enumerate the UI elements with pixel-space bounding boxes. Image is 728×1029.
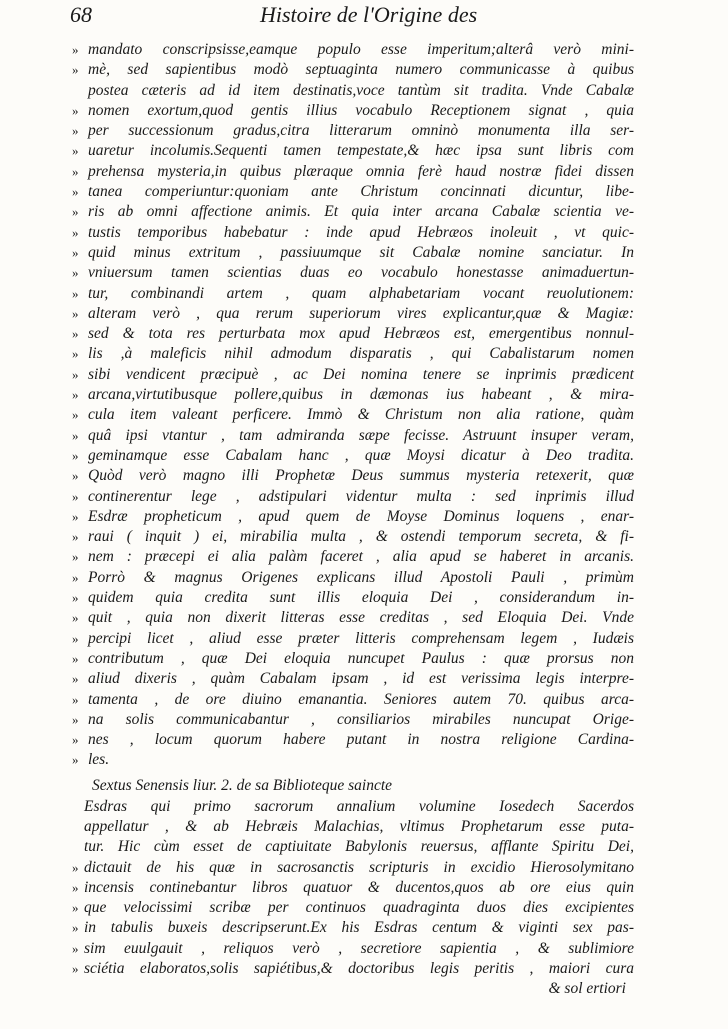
line-text: que velocissimi scribæ per continuos quadraginta duos dies excipientes [84, 899, 634, 917]
text-line [74, 898, 634, 918]
text-line [74, 649, 634, 669]
line-text: sim euulgauit , reliquos verò , secretiore sapientia , & sublimiore [84, 939, 634, 957]
text-line [74, 121, 634, 141]
text-line [74, 405, 634, 425]
line-text: na solis communicabantur , consiliarios mirabiles nuncupat Orige- [88, 710, 634, 728]
line-text: in tabulis buxeis descripserunt.Ex his Esdras centum & viginti sex pas- [84, 919, 634, 937]
quote-mark: » [72, 859, 79, 875]
quote-mark: » [72, 244, 79, 260]
line-text: quid minus extritum , passiuumque sit Cabalæ nomine sanciatur. In [88, 243, 634, 261]
quote-mark: » [72, 732, 79, 748]
quote-mark: » [72, 671, 79, 687]
line-text: appellatur , & ab Hebræis Malachias, vltimus Prophetarum esse puta- [84, 817, 634, 835]
quote-mark: » [72, 920, 79, 936]
quote-mark: » [72, 961, 79, 977]
quote-mark: » [72, 123, 79, 139]
line-text: nes , locum quorum habere putant in nostra religione Cardina- [88, 731, 634, 749]
line-text: tanea comperiuntur:quoniam ante Christum concinnati dicuntur, libe- [88, 183, 634, 201]
text-line [74, 750, 634, 770]
text-line [74, 81, 634, 101]
text-line [74, 730, 634, 750]
text-line [74, 858, 634, 878]
quote-mark: » [72, 285, 79, 301]
section-heading: Sextus Senensis liur. 2. de sa Biblioteque saincte [92, 776, 393, 794]
text-line [74, 446, 634, 466]
text-line [74, 385, 634, 405]
text-line [74, 608, 634, 628]
text-line [74, 547, 634, 567]
quote-mark: » [72, 711, 79, 727]
text-line [74, 162, 634, 182]
main-paragraph [74, 40, 634, 771]
quote-mark: » [72, 346, 79, 362]
line-text: les. [88, 751, 110, 769]
text-line [74, 817, 634, 837]
text-line [74, 959, 634, 979]
quote-mark: » [72, 184, 79, 200]
quote-mark: » [72, 407, 79, 423]
quote-mark: » [72, 62, 79, 78]
line-text: nem : præcepi ei alia palàm faceret , alia apud se haberet in arcanis. [88, 548, 634, 566]
line-text: quidem quia credita sunt illis eloquia Dei , considerandum in- [88, 589, 634, 607]
text-line [74, 365, 634, 385]
line-text: cula item valeant perficere. Immò & Christum non alia ratione, quàm [88, 406, 634, 424]
line-text: quâ ipsi vtantur , tam admiranda sæpe fecisse. Astruunt insuper veram, [88, 426, 634, 444]
quote-mark: » [72, 488, 79, 504]
quote-mark: » [72, 650, 79, 666]
line-text: mè, sed sapientibus modò septuaginta numero communicasse à quibus [88, 61, 634, 79]
quote-mark: » [72, 691, 79, 707]
text-line [74, 690, 634, 710]
line-text: lis ,à maleficis nihil admodum disparatis , qui Cabalistarum nomen [88, 345, 634, 363]
quote-mark: » [72, 752, 79, 768]
line-text: tustis temporibus habebatur : inde apud Hebræos inoleuit , vt quic- [88, 223, 634, 241]
quote-mark: » [72, 900, 79, 916]
line-text: vniuersum tamen scientias duas eo vocabulo honestasse animaduertun- [88, 264, 634, 282]
line-text: sed & tota res perturbata mox apud Hebræos est, emergentibus nonnul- [88, 325, 634, 343]
quote-mark: » [72, 447, 79, 463]
quote-mark: » [72, 204, 79, 220]
section-paragraph [74, 797, 634, 980]
text-line [74, 40, 634, 60]
quote-mark: » [72, 427, 79, 443]
text-line [74, 568, 634, 588]
text-line [74, 669, 634, 689]
quote-mark: » [72, 102, 79, 118]
line-text: postea cæteris ad id item destinatis,voce tantùm sit tradita. Vnde Cabalæ [88, 81, 634, 99]
quote-mark: » [72, 468, 79, 484]
line-text: incensis continebantur libros quatuor & ducentos,quos ab ore eius quin [84, 878, 634, 896]
quote-mark: » [72, 326, 79, 342]
line-text: raui ( inquit ) ei, mirabilia multa , & ostendi temporum secreta, & fi- [88, 528, 634, 546]
line-text: nomen exortum,quod gentis illius vocabulo Receptionem signat , quia [88, 101, 634, 119]
text-line [74, 304, 634, 324]
quote-mark: » [72, 529, 79, 545]
line-text: tur. Hic cùm esset de captiuitate Babylonis reuersus, afflante Spiritu Dei, [84, 838, 634, 856]
page-body [74, 40, 634, 1000]
text-line [74, 918, 634, 938]
line-text: dictauit de his quæ in sacrosanctis scripturis in excidio Hierosolymitano [84, 858, 634, 876]
quote-mark: » [72, 610, 79, 626]
line-text: aliud dixeris , quàm Cabalam ipsam , id est verissima legis interpre- [88, 670, 634, 688]
line-text: mandato conscripsisse,eamque populo esse imperitum;alterâ verò mini- [88, 41, 634, 58]
line-text: Porrò & magnus Origenes explicans illud Apostoli Pauli , primùm [88, 568, 634, 586]
line-text: Esdras qui primo sacrorum annalium volumine Iosedech Sacerdos [84, 797, 634, 815]
quote-mark: » [72, 508, 79, 524]
text-line [74, 223, 634, 243]
quote-mark: » [72, 940, 79, 956]
quote-mark: » [72, 387, 79, 403]
line-text: per successionum gradus,citra litterarum omninò monumenta illa ser- [88, 122, 634, 140]
line-text: tamenta , de ore diuino emanantia. Seniores autem 70. quibus arca- [88, 690, 634, 708]
text-line [74, 141, 634, 161]
line-text: geminamque esse Cabalam hanc , quæ Moysi dicatur à Deo tradita. [88, 446, 634, 464]
quote-mark: » [72, 569, 79, 585]
text-line [74, 710, 634, 730]
text-line [74, 466, 634, 486]
quote-mark: » [72, 305, 79, 321]
line-text: prehensa mysteria,in quibus plæraque omnia ferè haud nostræ fidei dissen [88, 162, 634, 180]
text-line [74, 344, 634, 364]
line-text: percipi licet , aliud esse præter litteris comprehensam legem , Iudæis [88, 629, 634, 647]
page-number: 68 [70, 2, 92, 27]
quote-mark: » [72, 163, 79, 179]
page-header [70, 0, 658, 30]
text-line [74, 243, 634, 263]
quote-mark: » [72, 265, 79, 281]
line-text: uaretur incolumis.Sequenti tamen tempestate,& hæc ipsa sunt libris com [88, 142, 634, 160]
text-line [74, 837, 634, 857]
quote-mark: » [72, 630, 79, 646]
line-text: sibi vendicent præcipuè , ac Dei nomina tenere se inprimis prædicent [88, 365, 634, 383]
line-text: contributum , quæ Dei eloquia nuncupet Paulus : quæ prorsus non [88, 649, 634, 667]
text-line [74, 939, 634, 959]
text-line [74, 182, 634, 202]
text-line [74, 324, 634, 344]
line-text: tur, combinandi artem , quam alphabetariam vocant reuolutionem: [88, 284, 634, 302]
quote-mark: » [72, 879, 79, 895]
text-line [74, 588, 634, 608]
catchword: & sol ertiori [548, 980, 626, 998]
quote-mark: » [72, 366, 79, 382]
line-text: sciétia elaboratos,solis sapiétibus,& doctoribus legis peritis , maiori cura [84, 960, 634, 978]
line-text: arcana,virtutibusque pollere,quibus in dæmonas ius habeant , & mira- [88, 386, 634, 404]
text-line [74, 426, 634, 446]
line-text: continerentur lege , adstipulari videntur multa : sed inprimis illud [88, 487, 634, 505]
quote-mark: » [72, 549, 79, 565]
quote-mark: » [72, 590, 79, 606]
running-title: Histoire de l'Origine des [260, 2, 478, 27]
line-text: Esdræ propheticum , apud quem de Moyse Dominus loquens , enar- [88, 507, 634, 525]
line-text: Quòd verò magno illi Prophetæ Deus summus mysteria retexerit, quæ [88, 467, 634, 485]
text-line [74, 202, 634, 222]
line-text: quit , quia non dixerit litteras esse creditas , sed Eloquia Dei. Vnde [88, 609, 634, 627]
text-line [74, 60, 634, 80]
text-line [74, 507, 634, 527]
text-line [74, 101, 634, 121]
line-text: ris ab omni affectione animis. Et quia inter arcana Cabalæ scientia ve- [88, 203, 634, 221]
text-line [74, 263, 634, 283]
quote-mark: » [72, 42, 79, 57]
text-line [74, 878, 634, 898]
text-line [74, 797, 634, 817]
text-line [74, 487, 634, 507]
line-text: alteram verò , qua rerum superiorum vires explicantur,quæ & Magiæ: [88, 304, 634, 322]
quote-mark: » [72, 224, 79, 240]
text-line [74, 284, 634, 304]
text-line [74, 629, 634, 649]
quote-mark: » [72, 143, 79, 159]
text-line [74, 527, 634, 547]
